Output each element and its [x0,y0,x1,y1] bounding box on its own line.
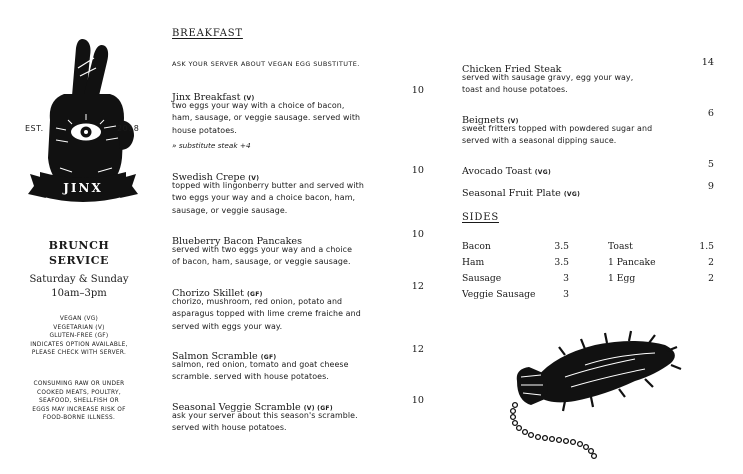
item-price: 10 [411,229,424,240]
desc-line: sausage, or veggie sausage. [172,205,288,215]
menu-item-chorizo-skillet [172,281,424,333]
item-price: 12 [411,281,424,292]
item-name: Chorizo Skillet [172,288,244,299]
side-name: Ham [462,257,485,268]
side-price: 2 [708,257,714,268]
side-item-sausage [462,273,569,289]
item-description [172,244,424,269]
warning-line: FOOD-BORNE ILLNESS. [42,415,116,421]
svg-text:JINX: JINX [63,181,103,195]
item-tag: (GF) [246,291,263,298]
desc-line: scramble. served with house potatoes. [172,372,329,382]
item-price: 6 [707,108,714,119]
item-price: 12 [411,344,424,355]
menu-item-jinx-breakfast [172,85,424,150]
desc-line: sweet fritters topped with powdered sugar and [462,124,653,133]
legend-line: VEGAN (VG) [59,316,99,322]
desc-line: served with two eggs your way and a choice [172,245,353,254]
item-price: 5 [707,159,714,170]
item-tag: (GF) [260,354,277,361]
desc-line: served with eggs your way. [172,321,283,331]
menu-item-beignets [462,108,714,148]
rabbit-foot-illustration [495,315,685,465]
brunch-title-line2: SERVICE [48,254,110,267]
menu-item-seasonal-veggie-scramble [172,395,424,435]
legend-line: INDICATES OPTION AVAILABLE, [30,341,128,348]
item-name: Avocado Toast [462,166,532,177]
est-label: EST. [25,124,44,133]
side-price: 2 [708,273,714,284]
warning-line: EGGS MAY INCREASE RISK OF [32,406,126,413]
side-price: 3 [563,273,569,284]
item-tag: (V) (GF) [303,405,333,412]
desc-line: of bacon, ham, sausage, or veggie sausage. [172,257,351,267]
item-name: Chicken Fried Steak [462,64,562,75]
item-name: Jinx Breakfast [172,92,241,103]
side-item-egg [608,273,714,289]
side-name: Bacon [462,241,491,252]
item-description [172,180,424,217]
side-price: 3 [563,289,569,300]
menu-item-blueberry-bacon-pancakes [172,229,424,269]
item-extra-option: » substitute steak +4 [172,140,251,150]
item-name: Salmon Scramble [172,351,258,362]
item-description [172,359,424,384]
item-name: Blueberry Bacon Pancakes [172,236,303,247]
side-item-veggie-sausage [462,289,569,305]
side-item-pancake [608,257,714,273]
item-tag: (V) [507,118,519,125]
item-price: 14 [701,57,714,68]
warning-line: SEAFOOD, SHELLFISH OR [39,398,119,404]
side-name: Toast [608,241,633,252]
item-price: 10 [411,85,424,96]
desc-line: two eggs your way and a choice bacon, ham, [172,193,356,203]
item-name: Seasonal Veggie Scramble [172,402,301,413]
desc-line: served with a seasonal dipping sauce. [462,136,617,146]
desc-line: house potatoes. [172,125,237,135]
item-price: 10 [411,165,424,176]
sides-section-title: SIDES [462,212,499,223]
side-name: 1 Pancake [608,257,656,268]
desc-line: toast and house potatoes. [462,85,568,95]
item-name: Seasonal Fruit Plate [462,188,561,199]
menu-item-avocado-toast [462,159,714,177]
legend-line: GLUTEN-FREE (GF) [49,333,109,339]
item-description [462,123,714,148]
item-tag: (VG) [563,191,581,198]
item-description [462,72,714,97]
side-item-bacon [462,241,569,257]
service-hours: 10am–3pm [51,288,107,299]
vegan-egg-note: ASK YOUR SERVER ABOUT VEGAN EGG SUBSTITUTE. [172,60,360,68]
side-price: 3.5 [554,257,569,268]
diet-legend [0,315,158,358]
side-price: 3.5 [554,241,569,252]
breakfast-section-title: BREAKFAST [172,28,243,39]
side-name: Veggie Sausage [462,289,536,300]
warning-line: COOKED MEATS, POULTRY, [37,389,121,396]
menu-item-swedish-crepe [172,165,424,217]
sidebar [0,0,158,474]
desc-line: served with sausage gravy, egg your way, [462,73,634,82]
desc-line: topped with lingonberry butter and served with [172,181,364,190]
legend-line: PLEASE CHECK WITH SERVER. [31,350,127,356]
menu-item-salmon-scramble [172,344,424,384]
menu-item-seasonal-fruit-plate [462,181,714,199]
side-name: 1 Egg [608,273,636,284]
desc-line: ham, sausage, or veggie sausage. served with [172,113,361,123]
item-name: Swedish Crepe [172,172,246,183]
menu-item-chicken-fried-steak [462,57,714,97]
desc-line: served with house potatoes. [172,423,287,433]
item-description [172,410,424,435]
item-description [172,100,424,137]
desc-line: salmon, red onion, tomato and goat cheese [172,360,349,369]
desc-line: two eggs your way with a choice of bacon, [172,101,345,110]
desc-line: chorizo, mushroom, red onion, potato and [172,297,343,306]
est-year: 2018 [117,124,140,133]
food-safety-warning [0,380,158,423]
item-description [172,296,424,333]
side-item-toast [608,241,714,257]
legend-line: VEGETARIAN (V) [53,324,105,331]
brunch-title-line1: BRUNCH [48,239,110,252]
desc-line: ask your server about this season's scramble. [172,411,358,420]
item-price: 9 [707,181,714,192]
item-tag: (V) [248,175,260,182]
desc-line: asparagus topped with lime creme fraiche and [172,309,361,319]
item-price: 10 [411,395,424,406]
service-days: Saturday & Sunday [29,274,129,285]
side-item-ham [462,257,569,273]
item-tag: (VG) [534,169,551,176]
side-name: Sausage [462,273,502,284]
warning-line: CONSUMING RAW OR UNDER [33,381,125,387]
item-tag: (V) [243,95,255,102]
side-price: 1.5 [699,241,714,252]
item-name: Beignets [462,115,505,126]
